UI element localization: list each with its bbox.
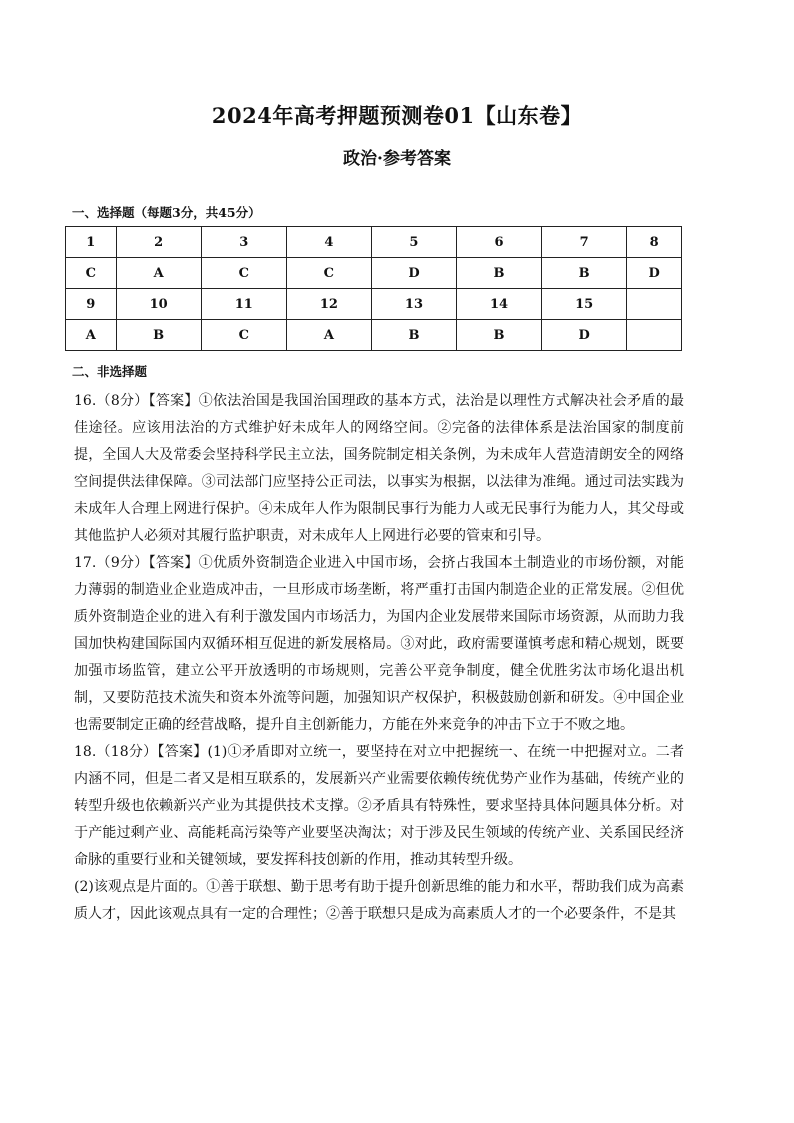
table-cell (627, 320, 682, 351)
table-cell: 14 (457, 289, 542, 320)
table-cell: B (116, 320, 201, 351)
answer-table (65, 226, 682, 351)
table-cell: A (116, 258, 201, 289)
table-cell: 8 (627, 227, 682, 258)
table-cell: 3 (201, 227, 286, 258)
page-subtitle: 政治·参考答案 (343, 149, 451, 169)
section-choice-heading: 一、选择题（每题3分，共45分） (72, 205, 261, 220)
table-row (66, 289, 682, 320)
table-cell: 11 (201, 289, 286, 320)
table-cell: 12 (286, 289, 371, 320)
table-cell: D (542, 320, 627, 351)
table-cell: C (286, 258, 371, 289)
answer-paragraph-16: 16.（8分）【答案】①依法治国是我国治国理政的基本方式，法治是以理性方式解决社会矛盾的最佳途径。应该用法治的方式维护好未成年人的网络空间。②完备的法律体系是法治国家的制度前提，全国人大及常委会坚持科学民主立法，国务院制定相关条例，为未成年人营造清朗安全的网络空间提供法律保障。③司法部门应坚持公正司法，以事实为根据，以法律为准绳。通过司法实践为未成年人合理上网进行保护。④未成年人作为限制民事行为能力人或无民事行为能力人，其父母或其他监护人必须对其履行监护职责，对未成年人上网进行必要的管束和引导。 (74, 393, 684, 544)
table-cell: A (286, 320, 371, 351)
section-essay-heading: 二、非选择题 (72, 364, 148, 379)
table-cell: B (457, 320, 542, 351)
table-cell: B (371, 320, 456, 351)
table-cell: A (66, 320, 117, 351)
answer-paragraph-18-1: 18.（18分）【答案】(1)①矛盾即对立统一，要坚持在对立中把握统一、在统一中把握对立。二者内涵不同，但是二者又是相互联系的，发展新兴产业需要依赖传统优势产业作为基础，传统产业的转型升级也依赖新兴产业为其提供技术支撑。②矛盾具有特殊性，要求坚持具体问题具体分析。对于产能过剩产业、高能耗高污染等产业要坚决淘汰；对于涉及民生领域的传统产业、关系国民经济命脉的重要行业和关键领域，要发挥科技创新的作用，推动其转型升级。 (74, 744, 684, 868)
table-cell: 15 (542, 289, 627, 320)
table-cell: C (201, 258, 286, 289)
table-cell: 5 (371, 227, 456, 258)
table-cell: 2 (116, 227, 201, 258)
table-cell: D (371, 258, 456, 289)
answer-paragraph-17: 17.（9分）【答案】①优质外资制造企业进入中国市场，会挤占我国本土制造业的市场份额，对能力薄弱的制造业企业造成冲击，一旦形成市场垄断，将严重打击国内制造企业的正常发展。②但优质外资制造企业的进入有利于激发国内市场活力，为国内企业发展带来国际市场资源，从而助力我国加快构建国际国内双循环相互促进的新发展格局。③对此，政府需要谨慎考虑和精心规划，既要加强市场监管，建立公平开放透明的市场规则，完善公平竞争制度，健全优胜劣汰市场化退出机制，又要防范技术流失和资本外流等问题，加强知识产权保护，积极鼓励创新和研发。④中国企业也需要制定正确的经营战略，提升自主创新能力，方能在外来竞争的冲击下立于不败之地。 (74, 555, 684, 733)
table-cell: C (201, 320, 286, 351)
table-cell (627, 289, 682, 320)
page-title: 2024年高考押题预测卷01【山东卷】 (211, 103, 583, 128)
table-cell: B (457, 258, 542, 289)
table-row (66, 320, 682, 351)
answer-paragraph-18-2: (2)该观点是片面的。①善于联想、勤于思考有助于提升创新思维的能力和水平，帮助我们成为高素质人才，因此该观点具有一定的合理性；②善于联想只是成为高素质人才的一个必要条件，不是其 (74, 879, 684, 922)
table-cell: D (627, 258, 682, 289)
table-row (66, 258, 682, 289)
table-cell: 4 (286, 227, 371, 258)
answer-body (74, 388, 684, 928)
table-cell: C (66, 258, 117, 289)
table-cell: B (542, 258, 627, 289)
table-cell: 1 (66, 227, 117, 258)
table-cell: 10 (116, 289, 201, 320)
table-cell: 13 (371, 289, 456, 320)
table-cell: 7 (542, 227, 627, 258)
table-cell: 9 (66, 289, 117, 320)
table-cell: 6 (457, 227, 542, 258)
table-row (66, 227, 682, 258)
